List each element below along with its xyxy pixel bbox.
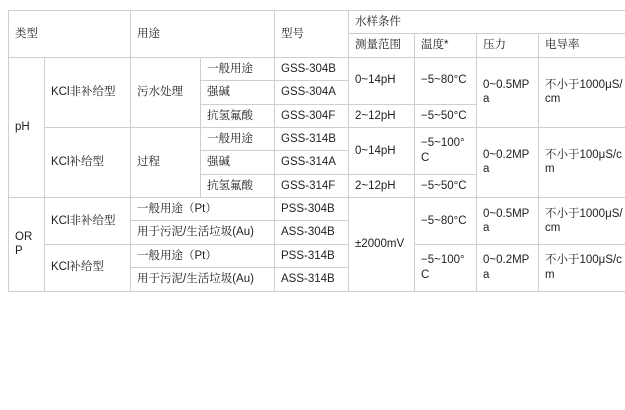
header-range: 测量范围 [349,34,415,57]
range-value: 0~14pH [349,127,415,174]
usage-label: 过程 [131,127,201,197]
range-value: 2~12pH [349,174,415,197]
pressure-value: 0~0.2MPa [477,127,539,197]
table-row [9,198,625,221]
usage-detail: 用于污泥/生活垃圾(Au) [131,221,275,244]
range-value: 2~12pH [349,104,415,127]
usage-detail: 抗氢氟酸 [201,104,275,127]
sensor-specification-table [8,10,625,292]
header-type: 类型 [9,11,131,58]
header-pressure: 压力 [477,34,539,57]
header-sample-conditions: 水样条件 [349,11,625,34]
subgroup-label: KCl补给型 [45,244,131,291]
usage-detail: 强碱 [201,81,275,104]
table-row [9,57,625,80]
model-value: GSS-314B [275,127,349,150]
temperature-value: −5~80°C [415,198,477,245]
pressure-value: 0~0.2MPa [477,244,539,291]
model-value: GSS-304F [275,104,349,127]
pressure-value: 0~0.5MPa [477,57,539,127]
subgroup-label: KCl非补给型 [45,198,131,245]
conductivity-value: 不小于100μS/cm [539,127,625,197]
usage-detail: 抗氢氟酸 [201,174,275,197]
header-model: 型号 [275,11,349,58]
subgroup-label: KCl非补给型 [45,57,131,127]
table-row [9,244,625,267]
pressure-value: 0~0.5MPa [477,198,539,245]
spec-table-wrapper [8,10,625,292]
model-value: ASS-304B [275,221,349,244]
conductivity-value: 不小于1000μS/cm [539,57,625,127]
conductivity-value: 不小于1000μS/cm [539,198,625,245]
group-label-orp: ORP [9,198,45,292]
usage-detail: 一般用途（Pt） [131,198,275,221]
temperature-value: −5~100°C [415,127,477,174]
table-header-row-1 [9,11,625,34]
subgroup-label: KCl补给型 [45,127,131,197]
usage-detail: 一般用途 [201,127,275,150]
table-row [9,127,625,150]
model-value: GSS-304A [275,81,349,104]
range-value: ±2000mV [349,198,415,292]
temperature-value: −5~50°C [415,104,477,127]
temperature-value: −5~100°C [415,244,477,291]
conductivity-value: 不小于100μS/cm [539,244,625,291]
header-conductivity: 电导率 [539,34,625,57]
group-label-ph: pH [9,57,45,197]
model-value: GSS-314A [275,151,349,174]
model-value: GSS-304B [275,57,349,80]
temperature-value: −5~80°C [415,57,477,104]
range-value: 0~14pH [349,57,415,104]
model-value: PSS-304B [275,198,349,221]
temperature-value: −5~50°C [415,174,477,197]
usage-detail: 用于污泥/生活垃圾(Au) [131,268,275,291]
usage-detail: 强碱 [201,151,275,174]
model-value: PSS-314B [275,244,349,267]
usage-detail: 一般用途 [201,57,275,80]
usage-detail: 一般用途（Pt） [131,244,275,267]
model-value: GSS-314F [275,174,349,197]
model-value: ASS-314B [275,268,349,291]
usage-label: 污水处理 [131,57,201,127]
header-usage: 用途 [131,11,275,58]
header-temperature: 温度* [415,34,477,57]
